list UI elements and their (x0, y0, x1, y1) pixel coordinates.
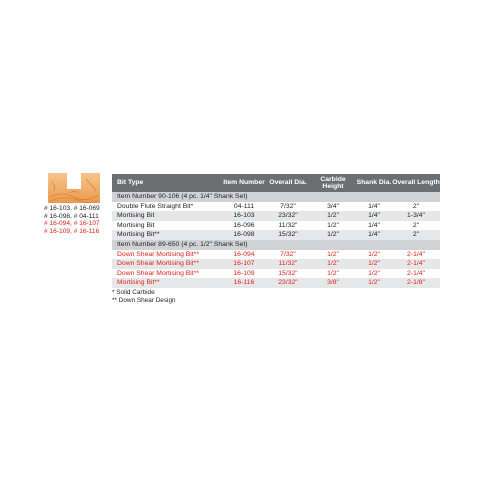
cell-item-number: 16-094 (233, 250, 255, 258)
col-header-bit-type: Bit Type (112, 174, 222, 192)
table-header-row (112, 174, 440, 192)
table-row (112, 250, 440, 260)
cell-bit-type: Double Flute Straight Bit* (117, 202, 194, 210)
cell-bit-type: Mortising Bit (117, 221, 155, 229)
cell-carbide-height: 1/2" (327, 250, 339, 258)
cell-shank-dia: 1/4" (368, 221, 380, 229)
cell-overall-length: 2-1/4" (392, 259, 440, 269)
specs-table (112, 174, 440, 288)
item-label: # 16-094, # 16-107 (44, 220, 100, 228)
section-title: Item Number 90-106 (4 pc. 1/4" Shank Set) (112, 192, 440, 202)
wood-mortise-illustration (48, 173, 100, 203)
col-header-item-number: Item Number (222, 174, 266, 192)
cell-carbide-height: 1/2" (327, 221, 339, 229)
cell-bit-type: Down Shear Mortising Bit** (117, 269, 199, 277)
col-header-overall-length: Overall Length (392, 174, 440, 192)
table-row (112, 221, 440, 231)
cell-bit-type: Down Shear Mortising Bit** (117, 250, 199, 258)
cell-overall-length: 2" (392, 230, 440, 240)
cell-overall-length: 2-1/4" (407, 250, 425, 258)
item-number-labels (44, 205, 100, 235)
table-row (112, 259, 440, 269)
cell-carbide-height: 1/2" (310, 259, 356, 269)
cell-item-number: 16-096 (233, 221, 255, 229)
col-header-shank-dia: Shank Dia. (356, 174, 392, 192)
cell-overall-length: 2" (412, 202, 420, 210)
cell-carbide-height: 1/2" (327, 269, 339, 277)
section-row-90-106 (112, 192, 440, 202)
table-row (112, 230, 440, 240)
cell-bit-type: Down Shear Mortising Bit** (112, 259, 222, 269)
cell-shank-dia: 1/2" (368, 250, 380, 258)
table-row (112, 202, 440, 212)
cell-shank-dia: 1/2" (368, 269, 380, 277)
footnote-down-shear: ** Down Shear Design (112, 297, 176, 304)
item-label: # 16-098, # 04-111 (44, 212, 99, 220)
cell-shank-dia: 1/4" (356, 230, 392, 240)
cell-shank-dia: 1/4" (356, 211, 392, 221)
cell-overall-length: 2-1/8" (392, 278, 440, 288)
cell-shank-dia: 1/4" (368, 202, 380, 210)
cell-bit-type: Mortising Bit (112, 211, 222, 221)
section-title: Item Number 89-650 (4 pc. 1/2" Shank Set) (112, 240, 440, 250)
cell-item-number: 16-109 (233, 269, 255, 277)
footnote-solid-carbide: * Solid Carbide (112, 289, 155, 296)
cell-overall-dia: 23/32" (266, 211, 310, 221)
cell-item-number: 16-116 (222, 278, 266, 288)
cell-bit-type: Mortising Bit** (112, 278, 222, 288)
table-row (112, 269, 440, 279)
cell-overall-dia: 7/32" (280, 250, 296, 258)
cell-carbide-height: 1/2" (310, 211, 356, 221)
cell-overall-dia: 15/32" (278, 269, 298, 277)
table-row (112, 211, 440, 221)
item-label: # 16-103, # 16-069 (44, 205, 100, 212)
item-label: # 16-109, # 16-116 (44, 227, 100, 235)
cell-overall-dia: 11/32" (266, 259, 310, 269)
cell-item-number: 16-103 (222, 211, 266, 221)
cell-bit-type: Mortising Bit** (112, 230, 222, 240)
table-row (112, 278, 440, 288)
specs-table-container (112, 174, 440, 288)
col-header-overall-dia: Overall Dia. (266, 174, 310, 192)
cell-overall-dia: 15/32" (266, 230, 310, 240)
cell-item-number: 04-111 (233, 202, 255, 210)
cell-overall-dia: 7/32" (280, 202, 296, 210)
col-header-carbide-height: Carbide Height (310, 174, 356, 192)
cell-overall-dia: 23/32" (266, 278, 310, 288)
cell-overall-dia: 11/32" (278, 221, 298, 229)
cell-overall-length: 1-3/4" (392, 211, 440, 221)
footnotes (112, 289, 176, 305)
cell-carbide-height: 3/8" (310, 278, 356, 288)
cell-overall-length: 2" (412, 221, 420, 229)
cell-carbide-height: 3/4" (327, 202, 339, 210)
cell-carbide-height: 1/2" (310, 230, 356, 240)
cell-shank-dia: 1/2" (356, 278, 392, 288)
cell-item-number: 16-107 (222, 259, 266, 269)
cell-overall-length: 2-1/4" (407, 269, 425, 277)
cell-item-number: 16-098 (222, 230, 266, 240)
section-row-89-650 (112, 240, 440, 250)
cell-shank-dia: 1/2" (356, 259, 392, 269)
